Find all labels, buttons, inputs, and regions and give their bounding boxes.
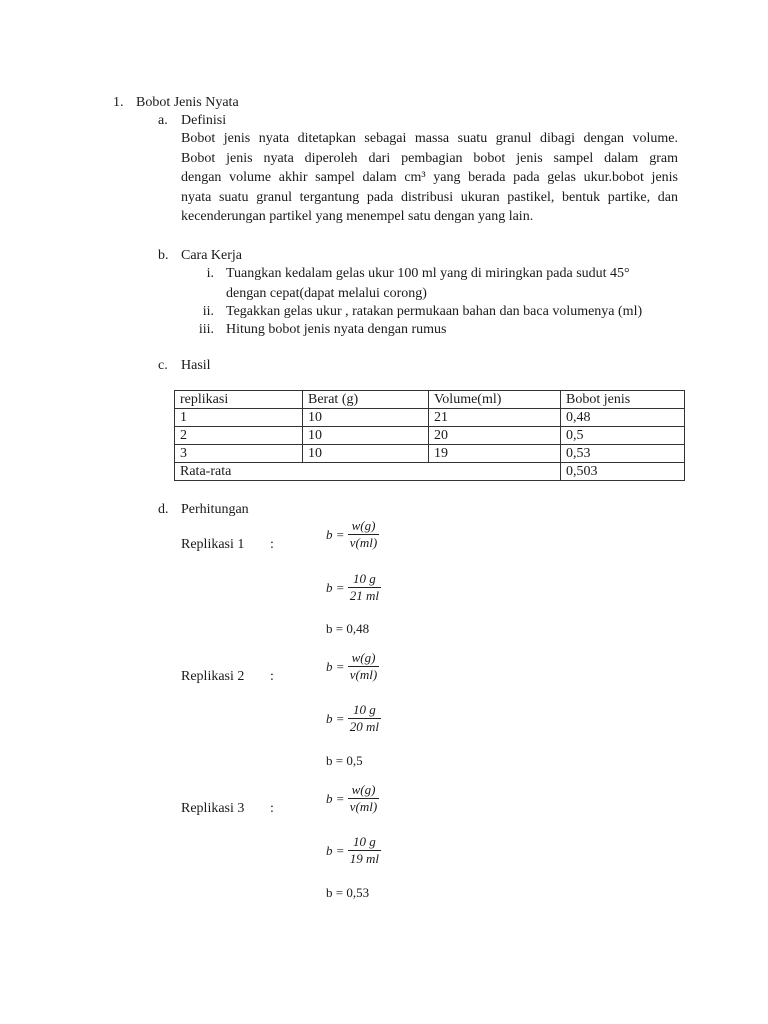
table-cell: 10 <box>303 409 429 427</box>
subsection-c-title: Hasil <box>181 358 211 373</box>
replication-colon: : <box>270 669 274 684</box>
equation-lhs: b = <box>326 579 345 595</box>
fraction <box>348 834 381 867</box>
result-equation: b = 0,48 <box>326 621 370 636</box>
table-header-cell: Berat (g) <box>303 391 429 409</box>
table-cell: 2 <box>175 427 303 445</box>
equation-lhs: b = <box>326 790 345 806</box>
table-cell: 19 <box>429 445 561 463</box>
table-cell: 20 <box>429 427 561 445</box>
subsection-d-label: d. <box>158 502 169 517</box>
replication-label: Replikasi 1 <box>181 537 245 552</box>
table-cell: 21 <box>429 409 561 427</box>
fraction-numerator: 10 g <box>348 834 381 851</box>
section-number: 1. <box>113 95 124 110</box>
table-row <box>175 409 685 427</box>
definition-line: Bobot jenis nyata diperoleh dari pembagian bobot jenis sampel dalam gram <box>181 150 678 166</box>
step-number: i. <box>206 266 214 281</box>
definition-paragraph <box>181 129 678 227</box>
subsection-b-title: Cara Kerja <box>181 248 243 263</box>
fraction-numerator: w(g) <box>348 650 379 667</box>
subsection-b-label: b. <box>158 248 169 263</box>
replication-label: Replikasi 3 <box>181 801 245 816</box>
equation-lhs: b = <box>326 842 345 858</box>
definition-line: Bobot jenis nyata ditetapkan sebagai massa suatu granul dibagi dengan volume. <box>181 131 678 146</box>
table-cell: 0,53 <box>561 445 685 463</box>
fraction-denominator: v(ml) <box>349 799 378 814</box>
table-header-cell: replikasi <box>175 391 303 409</box>
fraction-denominator: 20 ml <box>349 719 380 734</box>
definition-line: kecenderungan partikel yang menempel satu dengan yang lain. <box>181 209 534 224</box>
fraction-numerator: w(g) <box>348 782 379 799</box>
table-header-cell: Volume(ml) <box>429 391 561 409</box>
equation-lhs: b = <box>326 658 345 674</box>
fraction <box>348 650 379 683</box>
formula-equation <box>326 518 379 551</box>
fraction-denominator: v(ml) <box>349 535 378 550</box>
results-table <box>174 390 685 481</box>
subsection-c-label: c. <box>158 358 168 373</box>
fraction-numerator: 10 g <box>348 702 381 719</box>
step-number: iii. <box>198 322 214 337</box>
step-text: Tuangkan kedalam gelas ukur 100 ml yang di miringkan pada sudut 45° <box>226 266 630 281</box>
table-header-row <box>175 391 685 409</box>
subsection-d-title: Perhitungan <box>181 502 249 517</box>
result-equation: b = 0,5 <box>326 753 363 768</box>
substitution-equation <box>326 571 381 604</box>
fraction <box>348 782 379 815</box>
formula-equation <box>326 650 379 683</box>
replication-colon: : <box>270 801 274 816</box>
equation-lhs: b = <box>326 710 345 726</box>
section-title: Bobot Jenis Nyata <box>136 95 239 110</box>
subsection-a-label: a. <box>158 113 168 128</box>
average-value: 0,503 <box>561 463 685 481</box>
table-cell: 3 <box>175 445 303 463</box>
replication-colon: : <box>270 537 274 552</box>
table-cell: 0,5 <box>561 427 685 445</box>
table-cell: 1 <box>175 409 303 427</box>
table-cell: 10 <box>303 445 429 463</box>
subsection-a-title: Definisi <box>181 113 227 128</box>
substitution-equation <box>326 834 381 867</box>
fraction-denominator: 19 ml <box>349 851 380 866</box>
step-text: Hitung bobot jenis nyata dengan rumus <box>226 322 447 337</box>
definition-line: nyata suatu granul tergantung pada distribusi ukuran pastikel, bentuk partike, dan <box>181 189 678 205</box>
average-label: Rata-rata <box>175 463 561 481</box>
table-header-cell: Bobot jenis <box>561 391 685 409</box>
equation-lhs: b = <box>326 526 345 542</box>
table-cell: 10 <box>303 427 429 445</box>
step-number: ii. <box>202 304 214 319</box>
table-cell: 0,48 <box>561 409 685 427</box>
table-row <box>175 427 685 445</box>
step-text: Tegakkan gelas ukur , ratakan permukaan bahan dan baca volumenya (ml) <box>226 304 643 319</box>
result-equation: b = 0,53 <box>326 885 370 900</box>
fraction <box>348 571 381 604</box>
fraction-denominator: 21 ml <box>349 588 380 603</box>
table-average-row <box>175 463 685 481</box>
replication-label: Replikasi 2 <box>181 669 245 684</box>
fraction-numerator: 10 g <box>348 571 381 588</box>
fraction <box>348 702 381 735</box>
fraction <box>348 518 379 551</box>
fraction-numerator: w(g) <box>348 518 379 535</box>
formula-equation <box>326 782 379 815</box>
fraction-denominator: v(ml) <box>349 667 378 682</box>
step-text-continued: dengan cepat(dapat melalui corong) <box>226 286 427 301</box>
definition-line: dengan volume akhir sampel dalam cm³ yang berada pada gelas ukur.bobot jenis <box>181 170 678 185</box>
table-row <box>175 445 685 463</box>
substitution-equation <box>326 702 381 735</box>
